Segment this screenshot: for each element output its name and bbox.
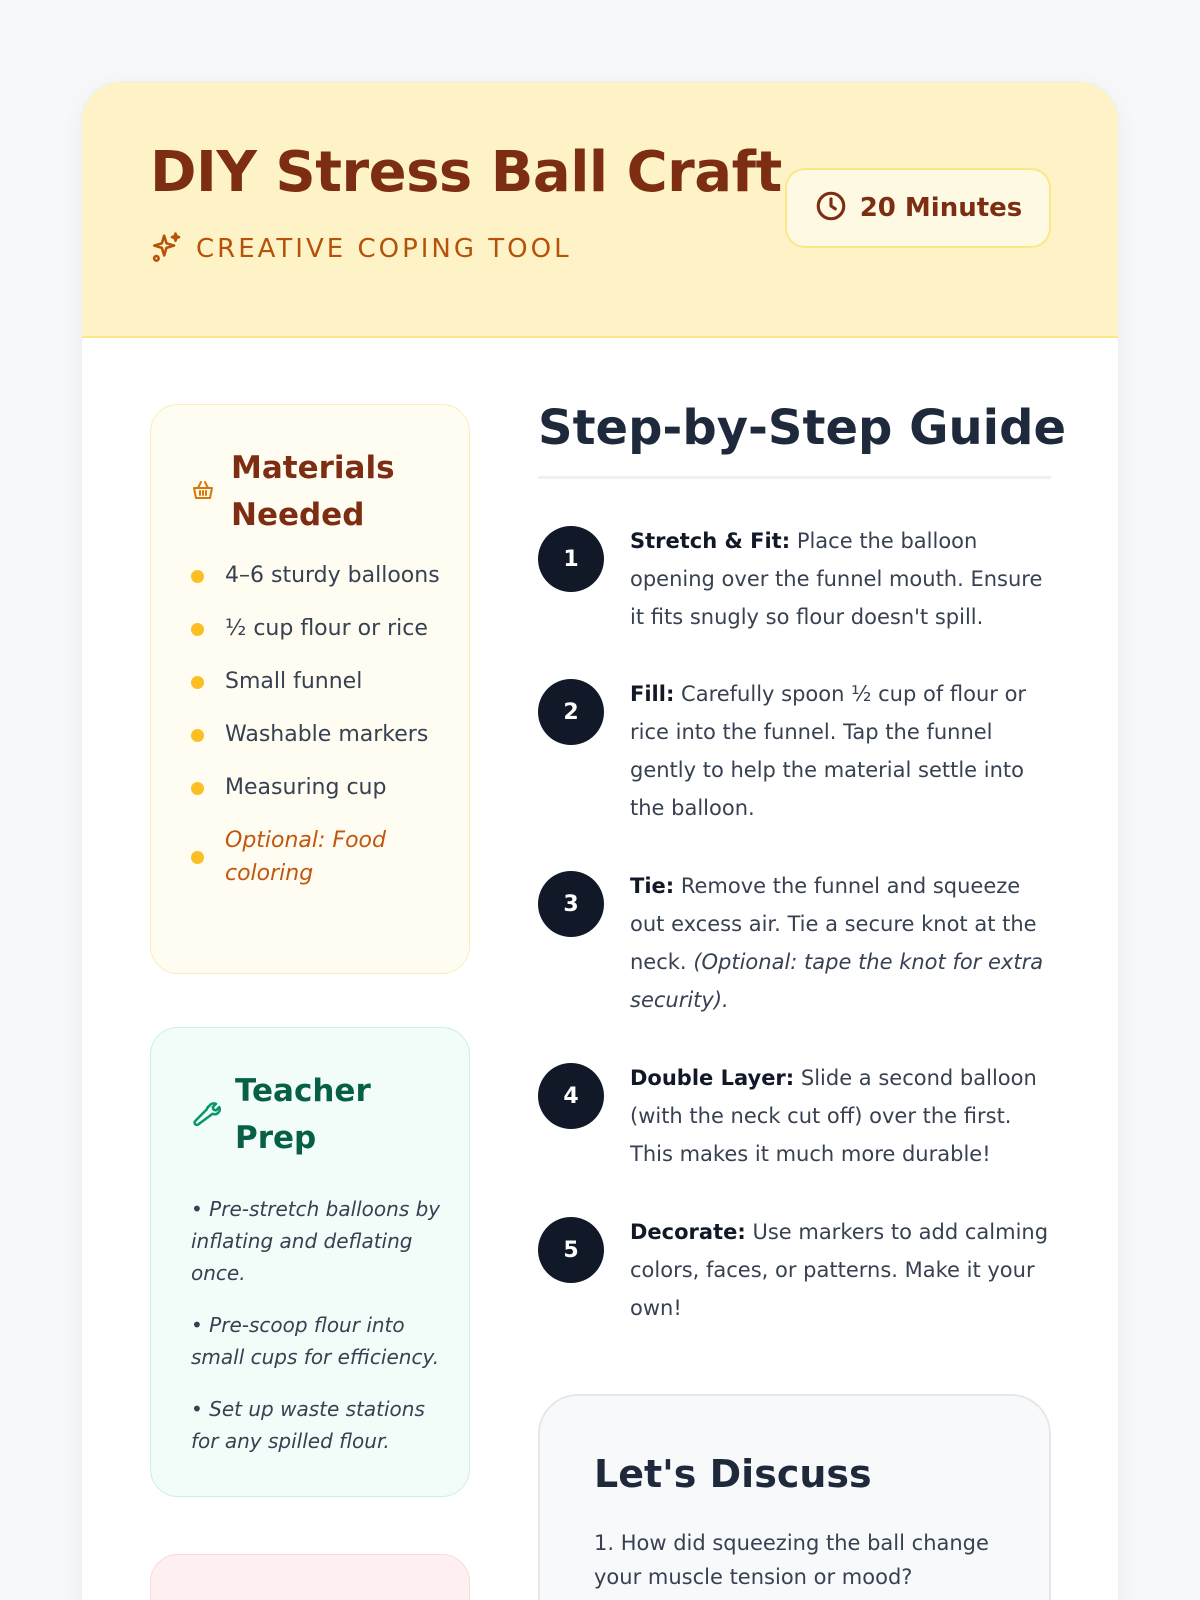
teacher-prep-box [150,1027,470,1497]
page-subtitle: CREATIVE COPING TOOL [196,234,572,264]
discussion-box [538,1394,1051,1600]
prep-title: Teacher Prep [235,1073,371,1156]
list-item-optional: Optional: Food coloring [191,824,441,890]
step-description: Place the balloon opening over the funnel mouth. Ensure it fits snugly so flour doesn't spill. [630,529,1043,629]
step-label: Tie: [630,874,675,898]
sparkles-icon [150,230,184,268]
basket-icon [191,478,215,506]
materials-header [191,445,401,539]
list-item: ½ cup flour or rice [191,612,441,645]
step-text [630,1213,1051,1327]
step-description: Carefully spoon ½ cup of flour or rice into the funnel. Tap the funnel gently to help the material settle into the balloon. [630,682,1027,820]
step-number-badge: 1 [538,526,604,592]
step-number-badge: 4 [538,1063,604,1129]
duration-badge [785,168,1051,248]
step-label: Decorate: [630,1220,746,1244]
list-item: Small funnel [191,665,441,698]
clock-icon [814,189,848,227]
tips-box [150,1554,470,1600]
guide-title: Step-by-Step Guide [538,400,1066,456]
list-item: Measuring cup [191,771,441,804]
step-label: Stretch & Fit: [630,529,791,553]
list-item: Washable markers [191,718,441,751]
prep-note: • Pre-scoop flour into small cups for efficiency. [191,1313,440,1369]
step-text [630,522,1051,636]
step-text [630,1059,1051,1173]
duration-label: 20 Minutes [859,193,1023,223]
list-item: 4–6 sturdy balloons [191,559,441,592]
step-number-badge: 5 [538,1217,604,1283]
step-description: Slide a second balloon (with the neck cut off) over the first. This makes it much more durable! [630,1066,1037,1166]
prep-note: • Pre-stretch balloons by inflating and deflating once. [191,1197,441,1285]
step-note: (Optional: tape the knot for extra security). [630,950,1044,1012]
step-description: Use markers to add calming colors, faces, or patterns. Make it your own! [630,1220,1049,1320]
card-header [82,82,1118,338]
page-title: DIY Stress Ball Craft [150,140,782,205]
craft-card [81,81,1119,1600]
step-text [630,867,1051,1019]
step-label: Double Layer: [630,1066,795,1090]
step-label: Fill: [630,682,675,706]
materials-title: Materials Needed [231,450,395,533]
discussion-question: 1. How did squeezing the ball change your muscle tension or mood? [594,1531,989,1589]
prep-header [191,1068,385,1162]
prep-note: • Set up waste stations for any spilled flour. [191,1397,425,1453]
wrench-icon [191,1098,221,1132]
materials-box [150,404,470,974]
step-number-badge: 2 [538,679,604,745]
subtitle-row [150,230,572,268]
step-description: Remove the funnel and squeeze out excess air. Tie a secure knot at the neck. [630,874,1037,974]
prep-notes [191,1193,441,1477]
step-number-badge: 3 [538,871,604,937]
discussion-title: Let's Discuss [594,1452,872,1496]
materials-list [191,559,441,910]
divider [538,476,1051,479]
step-text [630,675,1051,827]
